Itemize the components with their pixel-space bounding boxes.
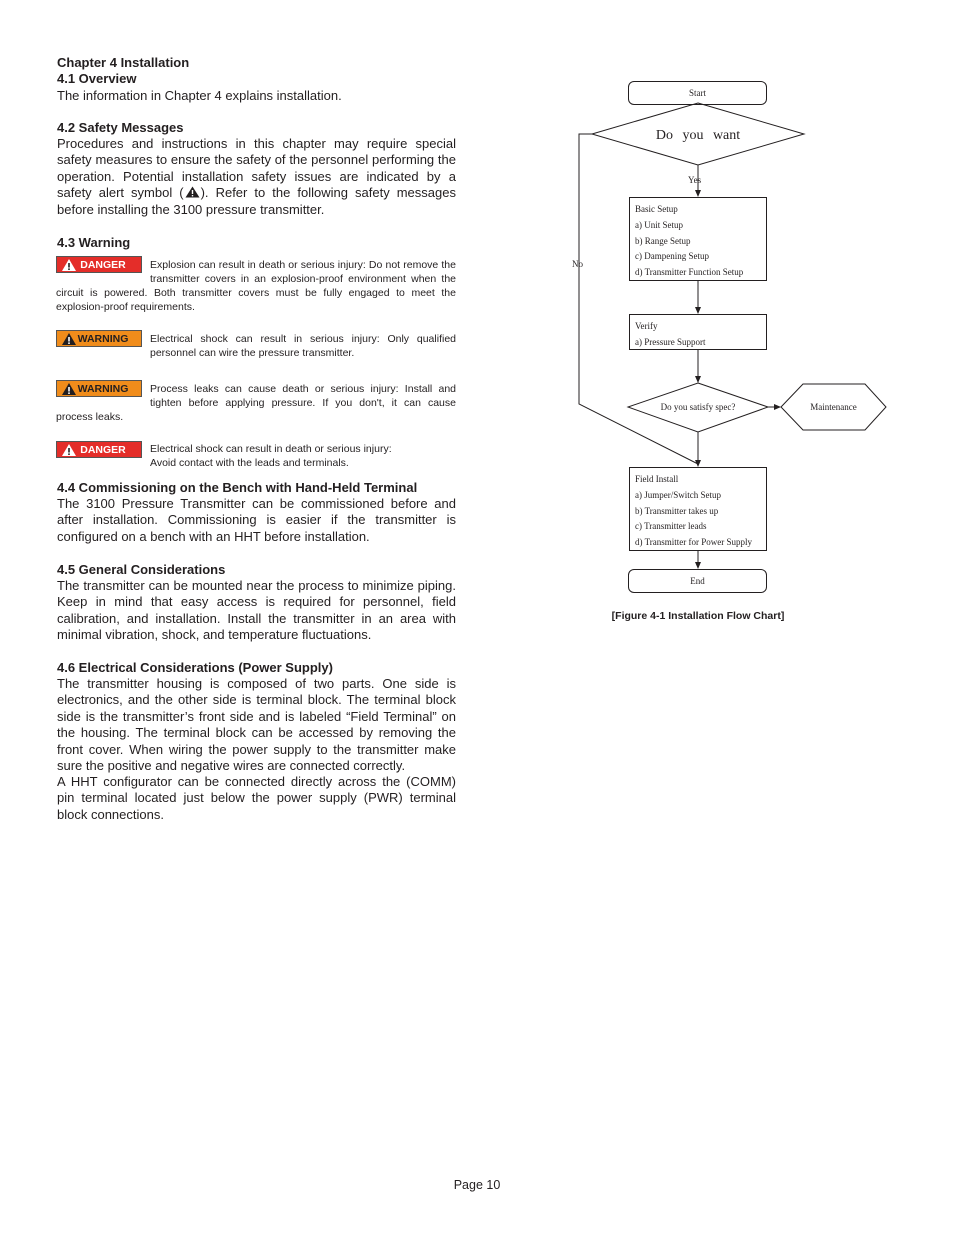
section-4-5-heading: 4.5 General Considerations [57, 562, 226, 577]
section-4-6-text-hht: A HHT configurator can be connected directly across the (COMM) pin terminal located just below the power supply (PWR) terminal block connections. [57, 774, 456, 822]
warning-tag-label: WARNING [77, 332, 129, 345]
section-4-4-text: The 3100 Pressure Transmitter can be commissioned before and after installation. Commissioning is easier if the transmitter is configured on a bench with an HHT before installation. [57, 496, 456, 544]
basic-setup-line: Basic Setup [635, 204, 678, 214]
basic-setup-line: c) Dampening Setup [635, 251, 709, 262]
flowchart-maintenance: Maintenance [810, 402, 857, 412]
section-4-1-heading: 4.1 Overview [57, 71, 137, 86]
field-install-line: d) Transmitter for Power Supply [635, 537, 752, 548]
page-number: Page 10 [453, 1178, 501, 1192]
section-4-1-text: The information in Chapter 4 explains installation. [57, 88, 342, 103]
flowchart-start: Start [628, 81, 767, 105]
field-install-line: b) Transmitter takes up [635, 505, 719, 516]
danger-tag-label: DANGER [80, 258, 126, 271]
basic-setup-line: a) Unit Setup [635, 219, 683, 230]
danger-message-line: Electrical shock can result in death or serious injury: [150, 443, 392, 455]
flowchart-field-install [629, 467, 767, 551]
basic-setup-line: d) Transmitter Function Setup [635, 267, 744, 278]
section-4-6-heading: 4.6 Electrical Considerations (Power Supply) [57, 660, 333, 675]
section-4-4-heading: 4.4 Commissioning on the Bench with Hand-Held Terminal [57, 480, 418, 495]
flowchart-basic-setup [629, 197, 767, 281]
field-install-line: a) Jumper/Switch Setup [635, 489, 721, 500]
warning-message-electrical: Electrical shock can result in serious injury: Only qualified personnel can wire the pressure transmitter. [150, 333, 456, 359]
flowchart-verify [629, 314, 767, 350]
flowchart-decision-spec: Do you satisfy spec? [660, 402, 736, 412]
section-4-5-text: The transmitter can be mounted near the process to minimize piping. Keep in mind that easy access is required for personnel, field calibration, and installation. Install the transmitter in an area with minimal vibration, shock, and temperature fluctuations. [57, 578, 456, 643]
field-install-line: Field Install [635, 474, 679, 484]
figure-caption: [Figure 4-1 Installation Flow Chart] [611, 610, 785, 622]
verify-line: a) Pressure Support [635, 336, 706, 347]
flowchart-end: End [628, 569, 767, 593]
section-4-2-heading: 4.2 Safety Messages [57, 120, 184, 135]
section-4-3-heading: 4.3 Warning [57, 235, 131, 250]
flowchart-decision-want: Do you want [655, 128, 741, 143]
chapter-title: Chapter 4 Installation [57, 55, 190, 70]
danger-message-line: Avoid contact with the leads and terminals. [150, 457, 349, 469]
warning-tag-label: WARNING [77, 382, 129, 395]
verify-line: Verify [635, 321, 658, 331]
flowchart-yes-label: Yes [688, 175, 702, 185]
danger-tag-label: DANGER [80, 443, 126, 456]
section-4-2-text: Procedures and instructions in this chapter may require special safety measures to ensure the safety of the personnel performing the operation. Potential installation safety issues are indicated by a safety alert symbol ( ). Refer to the following safety messages before installing the 3100 pressure transmitter. [57, 136, 456, 217]
danger-message-explosion: Explosion can result in death or serious injury: Do not remove the transmitter covers in an explosion-proof environment when the circuit is powered. Both transmitter covers must be fully engaged to meet the explosion-proof requirements. [56, 259, 456, 313]
warning-message-process-leaks: Process leaks can cause death or serious injury: Install and tighten before applying pressure. If you don't, it can cause process leaks. [56, 383, 456, 423]
section-4-6-text: The transmitter housing is composed of two parts. One side is electronics, and the other side is terminal block. The terminal block side is the transmitter’s front side and is labeled “Field Terminal” on the housing. The terminal block can be accessed by removing the front cover. When wiring the power supply to the transmitter make sure the positive and negative wires are connected correctly. [57, 676, 456, 774]
basic-setup-line: b) Range Setup [635, 235, 691, 246]
flowchart-no-label: No [572, 259, 583, 269]
field-install-line: c) Transmitter leads [635, 521, 707, 532]
